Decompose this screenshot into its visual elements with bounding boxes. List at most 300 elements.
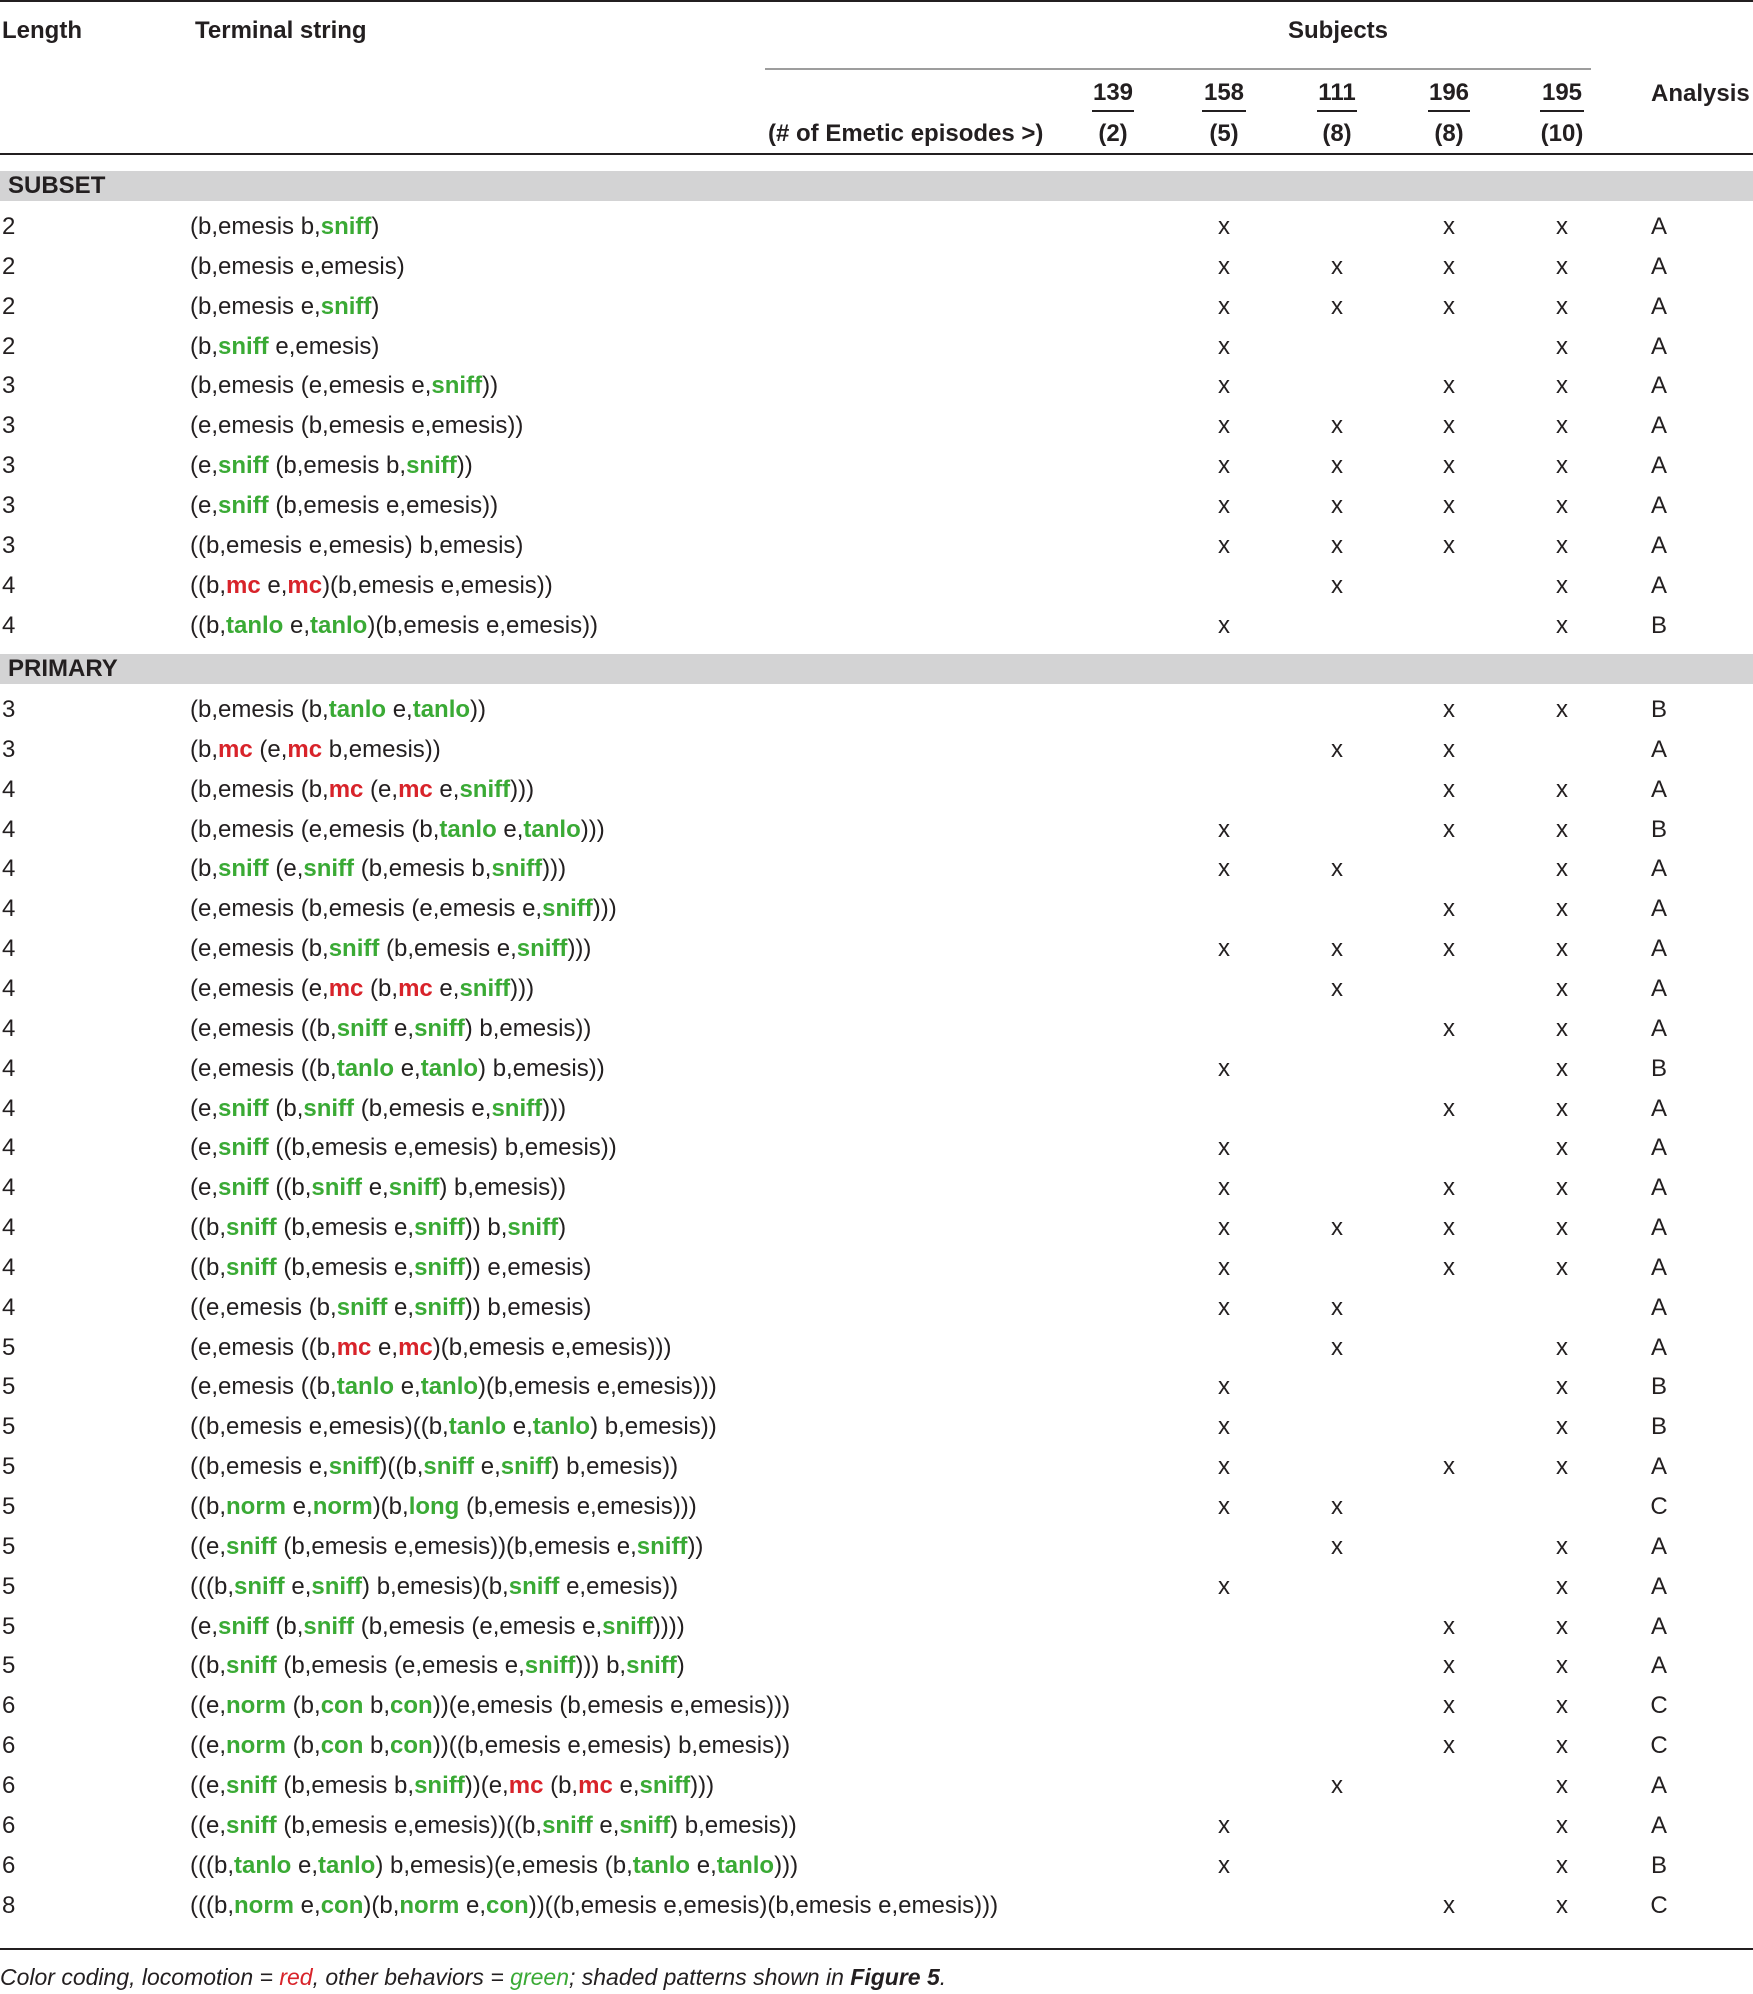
behavior-token: sniff: [234, 1572, 285, 1600]
analysis-cell: A: [1650, 855, 1668, 883]
length-cell: 3: [2, 372, 16, 400]
terminal-string-cell: [190, 366, 498, 406]
subject-mark-196: x: [1443, 213, 1455, 240]
subject-mark-195: x: [1556, 1652, 1568, 1680]
subject-mark-195: x: [1556, 974, 1568, 1002]
analysis-cell: A: [1650, 213, 1668, 240]
section-title: SUBSET: [8, 172, 106, 199]
length-cell: 2: [2, 252, 16, 280]
terminal-string-cell: [190, 690, 486, 730]
top-rule: [0, 0, 1753, 2]
terminal-text: ((b,: [190, 1214, 226, 1242]
length-cell: 5: [2, 1532, 16, 1560]
terminal-string-cell: [190, 1806, 797, 1846]
subject-mark-158: x: [1218, 1134, 1230, 1162]
analysis-cell: B: [1650, 1373, 1668, 1401]
terminal-text: )): [687, 1532, 704, 1560]
terminal-text: e,: [284, 1572, 312, 1600]
terminal-text: e,: [459, 1891, 487, 1919]
terminal-text: (e,: [252, 735, 288, 763]
terminal-text: ((b,: [190, 571, 226, 599]
subject-mark-195: x: [1556, 412, 1568, 440]
section-header-subset: [0, 171, 1753, 201]
behavior-token: sniff: [218, 1174, 269, 1202]
behavior-token: sniff: [218, 491, 269, 519]
terminal-text: )(b,emesis e,emesis)): [367, 611, 599, 639]
behavior-token: sniff: [311, 1572, 363, 1600]
analysis-header: Analysis: [1651, 80, 1750, 107]
subject-mark-111: x: [1331, 1771, 1343, 1799]
terminal-text: (e,: [190, 491, 219, 519]
analysis-cell: A: [1650, 452, 1668, 480]
terminal-text: )): [456, 452, 473, 480]
length-cell: 3: [2, 412, 16, 440]
terminal-text: ((e,: [190, 1692, 226, 1720]
terminal-text: (e,emesis ((b,: [190, 1014, 337, 1042]
table-row: [0, 730, 1753, 770]
terminal-string-cell: [190, 810, 605, 850]
behavior-token: sniff: [218, 332, 269, 360]
footnote-text: green: [510, 1964, 569, 1990]
behavior-token: tanlo: [420, 1373, 479, 1401]
subject-id-underline: [1540, 110, 1584, 112]
behavior-token: mc: [287, 735, 323, 763]
analysis-cell: A: [1650, 491, 1668, 519]
subject-mark-195: x: [1556, 815, 1568, 843]
analysis-cell: B: [1650, 1413, 1668, 1441]
subject-mark-196: x: [1443, 815, 1455, 843]
subject-mark-111: x: [1331, 935, 1343, 963]
behavior-token: sniff: [459, 775, 511, 803]
terminal-text: ))): [592, 895, 617, 923]
table-row: [0, 929, 1753, 969]
table-row: [0, 606, 1753, 646]
table-row: [0, 1886, 1753, 1926]
subject-mark-195: x: [1556, 1054, 1568, 1082]
behavior-token: mc: [578, 1771, 613, 1799]
behavior-token: sniff: [311, 1174, 363, 1202]
table-row: [0, 1248, 1753, 1288]
terminal-text: )(b,emesis e,emesis)): [322, 571, 553, 599]
behavior-token: sniff: [414, 1214, 465, 1242]
terminal-text: b,: [363, 1692, 391, 1720]
terminal-text: (b,: [190, 332, 219, 360]
terminal-text: (e,: [190, 1174, 219, 1202]
table-row: [0, 1168, 1753, 1208]
table-row: [0, 247, 1753, 287]
terminal-text: ((b,: [190, 611, 226, 639]
subject-mark-196: x: [1443, 1612, 1455, 1640]
terminal-text: (b,: [190, 855, 219, 883]
episode-count: (8): [1434, 120, 1464, 147]
terminal-text: ) b,emesis)): [439, 1174, 567, 1202]
subject-mark-158: x: [1218, 412, 1230, 440]
footnote-text: Color coding, locomotion =: [0, 1964, 280, 1990]
behavior-token: sniff: [524, 1652, 576, 1680]
subject-mark-196: x: [1443, 292, 1455, 320]
terminal-string-cell: [190, 1049, 605, 1089]
behavior-token: sniff: [303, 1612, 355, 1640]
behavior-token: tanlo: [318, 1851, 376, 1879]
analysis-cell: B: [1650, 696, 1668, 723]
terminal-text: (b,emesis (e,emesis e,: [190, 372, 432, 400]
terminal-text: (b,emesis (b,: [190, 696, 329, 723]
table-row: [0, 1407, 1753, 1447]
table-row: [0, 526, 1753, 566]
analysis-cell: C: [1650, 1692, 1668, 1720]
table-row: [0, 366, 1753, 406]
terminal-string-cell: [190, 1607, 685, 1647]
length-cell: 4: [2, 611, 16, 639]
terminal-text: )(b,emesis e,emesis))): [478, 1373, 717, 1401]
subject-mark-158: x: [1218, 372, 1230, 400]
analysis-cell: A: [1650, 1214, 1668, 1242]
analysis-cell: A: [1650, 1453, 1668, 1481]
subject-mark-158: x: [1218, 1253, 1230, 1281]
header-bottom-rule: [0, 153, 1753, 155]
behavior-token: sniff: [542, 1811, 593, 1839]
terminal-text: ))): [774, 1851, 799, 1879]
terminal-text: ((b,: [190, 1253, 226, 1281]
terminal-text: )) b,: [464, 1214, 508, 1242]
terminal-text: e,: [362, 1174, 389, 1202]
subject-mark-111: x: [1331, 452, 1343, 480]
subject-mark-195: x: [1556, 1373, 1568, 1401]
table-row: [0, 969, 1753, 1009]
length-cell: 5: [2, 1333, 16, 1361]
table-row: [0, 1607, 1753, 1647]
terminal-text: ((b,emesis e,: [190, 1453, 329, 1481]
subject-mark-195: x: [1556, 1811, 1568, 1839]
subject-mark-195: x: [1556, 292, 1568, 320]
terminal-string-cell: [190, 1686, 790, 1726]
terminal-text: ((b,: [268, 1174, 312, 1202]
footnote-text: , other behaviors =: [312, 1964, 511, 1990]
subject-mark-158: x: [1218, 1572, 1230, 1600]
terminal-string-cell: [190, 1487, 697, 1527]
subject-mark-195: x: [1556, 1453, 1568, 1481]
behavior-token: tanlo: [234, 1851, 292, 1879]
terminal-text: ) b,emesis)): [590, 1413, 717, 1441]
behavior-token: tanlo: [439, 815, 497, 843]
terminal-text: e,: [496, 815, 524, 843]
terminal-text: )))): [652, 1612, 685, 1640]
footnote-text: ; shaded patterns shown in: [568, 1964, 851, 1990]
terminal-string-cell: [190, 1328, 671, 1368]
subject-mark-111: x: [1331, 571, 1343, 599]
subject-mark-195: x: [1556, 775, 1568, 803]
terminal-string-cell: [190, 406, 523, 446]
behavior-token: mc: [508, 1771, 544, 1799]
length-cell: 4: [2, 1293, 16, 1321]
behavior-token: tanlo: [448, 1413, 507, 1441]
subject-mark-158: x: [1218, 1453, 1230, 1481]
analysis-cell: A: [1650, 292, 1668, 320]
length-cell: 2: [2, 332, 16, 360]
behavior-token: sniff: [218, 1612, 269, 1640]
terminal-text: ))): [690, 1771, 715, 1799]
subject-mark-196: x: [1443, 735, 1455, 763]
table-row: [0, 1646, 1753, 1686]
table-row: [0, 1527, 1753, 1567]
terminal-string-cell: [190, 1886, 998, 1926]
subject-mark-195: x: [1556, 1851, 1568, 1879]
length-cell: 8: [2, 1891, 16, 1919]
analysis-cell: B: [1650, 815, 1668, 843]
behavior-token: tanlo: [336, 1373, 395, 1401]
length-cell: 4: [2, 855, 16, 883]
terminal-text: ): [371, 292, 380, 320]
behavior-token: sniff: [336, 1293, 388, 1321]
analysis-cell: A: [1650, 332, 1668, 360]
subject-mark-158: x: [1218, 252, 1230, 280]
subject-id-underline: [1202, 110, 1246, 112]
terminal-text: (b,: [363, 974, 399, 1002]
terminal-text: b,: [363, 1732, 391, 1760]
length-cell: 5: [2, 1453, 16, 1481]
terminal-text: ))) b,: [575, 1652, 627, 1680]
behavior-token: sniff: [639, 1771, 691, 1799]
terminal-text: e,: [432, 775, 460, 803]
behavior-token: sniff: [406, 452, 457, 480]
terminal-text: (b,emesis (b,: [190, 775, 329, 803]
subject-mark-196: x: [1443, 491, 1455, 519]
terminal-text: ((b,: [190, 1652, 226, 1680]
analysis-cell: A: [1650, 1253, 1668, 1281]
terminal-text: ) b,emesis)(e,emesis (b,: [375, 1851, 633, 1879]
behavior-token: mc: [328, 775, 364, 803]
subject-mark-195: x: [1556, 1094, 1568, 1122]
terminal-text: (e,emesis (b,: [190, 935, 329, 963]
subject-mark-111: x: [1331, 1214, 1343, 1242]
subject-id-158: 158: [1203, 79, 1245, 106]
terminal-string-cell: [190, 446, 473, 486]
figure-reference: Figure 5: [850, 1964, 940, 1990]
subject-mark-196: x: [1443, 775, 1455, 803]
behavior-token: sniff: [626, 1652, 677, 1680]
terminal-string-cell: [190, 1168, 566, 1208]
length-cell: 5: [2, 1572, 16, 1600]
terminal-text: (b,emesis b,: [268, 452, 407, 480]
behavior-token: sniff: [226, 1532, 277, 1560]
terminal-text: (b,emesis e,: [379, 935, 517, 963]
table-row: [0, 849, 1753, 889]
terminal-text: (e,: [190, 1094, 219, 1122]
behavior-token: tanlo: [226, 611, 284, 639]
terminal-text: ))((b,emesis e,emesis) b,emesis)): [432, 1732, 791, 1760]
behavior-token: sniff: [414, 1771, 465, 1799]
table-row: [0, 566, 1753, 606]
subject-mark-158: x: [1218, 1811, 1230, 1839]
terminal-string-cell: [190, 207, 379, 247]
terminal-text: (b,: [286, 1732, 321, 1760]
subject-mark-111: x: [1331, 252, 1343, 280]
behavior-token: sniff: [303, 1094, 355, 1122]
terminal-text: ))(e,emesis (b,emesis e,emesis))): [432, 1692, 791, 1720]
subject-mark-158: x: [1218, 332, 1230, 360]
subject-id-underline: [1317, 110, 1357, 112]
terminal-text: (b,emesis b,: [354, 855, 492, 883]
terminal-text: (b,: [543, 1771, 579, 1799]
terminal-text: e,: [286, 1493, 313, 1520]
behavior-token: sniff: [226, 1811, 277, 1839]
terminal-text: e,: [394, 1373, 421, 1401]
subject-mark-196: x: [1443, 696, 1455, 723]
length-cell: 5: [2, 1413, 16, 1441]
terminal-string-cell: [190, 969, 534, 1009]
terminal-string-cell: [190, 566, 553, 606]
subject-mark-195: x: [1556, 452, 1568, 480]
terminal-text: (e,: [268, 855, 304, 883]
terminal-text: (e,emesis (b,emesis e,emesis)): [190, 412, 524, 440]
analysis-cell: A: [1650, 735, 1668, 763]
behavior-token: norm: [226, 1732, 286, 1760]
subject-mark-158: x: [1218, 1174, 1230, 1202]
behavior-token: sniff: [500, 1453, 552, 1481]
length-cell: 6: [2, 1851, 16, 1879]
terminal-string-cell: [190, 1846, 798, 1886]
analysis-cell: C: [1650, 1891, 1668, 1919]
subject-mark-195: x: [1556, 252, 1568, 280]
behavior-token: sniff: [508, 1572, 560, 1600]
episode-count: (5): [1209, 120, 1239, 147]
behavior-token: con: [390, 1692, 433, 1720]
behavior-token: mc: [328, 974, 364, 1002]
subject-mark-158: x: [1218, 292, 1230, 320]
analysis-cell: A: [1650, 1771, 1668, 1799]
terminal-text: e,: [371, 1333, 399, 1361]
terminal-string-cell: [190, 486, 498, 526]
length-cell: 4: [2, 974, 16, 1002]
terminal-string-cell: [190, 1567, 678, 1607]
terminal-text: (e,emesis ((b,: [190, 1373, 337, 1401]
behavior-token: sniff: [218, 1094, 269, 1122]
table-row: [0, 1367, 1753, 1407]
subject-mark-195: x: [1556, 1891, 1568, 1919]
length-cell: 3: [2, 735, 16, 763]
subjects-span-rule: [765, 68, 1591, 70]
terminal-text: ((b,emesis e,emesis) b,emesis): [190, 531, 524, 559]
analysis-cell: A: [1650, 1293, 1668, 1321]
terminal-text: (b,emesis (e,emesis e,: [276, 1652, 525, 1680]
analysis-cell: A: [1650, 412, 1668, 440]
behavior-token: tanlo: [412, 696, 471, 723]
subject-mark-158: x: [1218, 1214, 1230, 1242]
subject-mark-195: x: [1556, 855, 1568, 883]
behavior-token: norm: [399, 1891, 460, 1919]
behavior-token: tanlo: [310, 611, 368, 639]
footnote-text: .: [939, 1964, 947, 1990]
behavior-token: norm: [226, 1692, 286, 1720]
behavior-token: sniff: [328, 1453, 380, 1481]
section-header-primary: [0, 654, 1753, 684]
length-cell: 4: [2, 935, 16, 963]
table-row: [0, 1288, 1753, 1328]
episode-count: (8): [1322, 120, 1352, 147]
terminal-text: e,: [432, 974, 460, 1002]
analysis-cell: C: [1650, 1493, 1668, 1520]
terminal-text: (e,: [190, 1134, 219, 1162]
analysis-cell: A: [1650, 1652, 1668, 1680]
subject-mark-111: x: [1331, 855, 1343, 883]
behavior-token: sniff: [491, 1094, 543, 1122]
behavior-token: sniff: [218, 1134, 269, 1162]
subject-mark-195: x: [1556, 1253, 1568, 1281]
analysis-cell: A: [1650, 1333, 1668, 1361]
behavior-token: mc: [398, 1333, 433, 1361]
length-cell: 2: [2, 292, 16, 320]
subject-mark-196: x: [1443, 1253, 1455, 1281]
length-cell: 4: [2, 895, 16, 923]
table-row: [0, 486, 1753, 526]
terminal-text: (e,: [190, 1612, 219, 1640]
analysis-cell: A: [1650, 775, 1668, 803]
terminal-text: ) b,emesis)): [478, 1054, 605, 1082]
behavior-token: con: [320, 1732, 364, 1760]
length-cell: 5: [2, 1493, 16, 1520]
section-title: PRIMARY: [8, 655, 118, 682]
terminal-string-cell: [190, 730, 441, 770]
episodes-label: (# of Emetic episodes >): [768, 120, 1044, 147]
behavior-token: con: [390, 1732, 433, 1760]
table-row: [0, 1846, 1753, 1886]
table-row: [0, 810, 1753, 850]
behavior-token: sniff: [459, 974, 511, 1002]
terminal-string-cell: [190, 606, 598, 646]
terminal-text: (((b,: [190, 1851, 234, 1879]
subject-mark-158: x: [1218, 452, 1230, 480]
length-cell: 4: [2, 1094, 16, 1122]
analysis-cell: A: [1650, 372, 1668, 400]
analysis-cell: B: [1650, 1054, 1668, 1082]
table-row: [0, 406, 1753, 446]
table-row: [0, 287, 1753, 327]
table-row: [0, 889, 1753, 929]
behavior-token: con: [320, 1891, 364, 1919]
terminal-text: ((b,emesis e,emesis) b,emesis)): [268, 1134, 617, 1162]
terminal-string-header: Terminal string: [195, 17, 367, 44]
table-row: [0, 1128, 1753, 1168]
behavior-token: sniff: [218, 855, 269, 883]
terminal-text: )): [482, 372, 499, 400]
subject-mark-195: x: [1556, 1174, 1568, 1202]
subject-mark-196: x: [1443, 935, 1455, 963]
subject-id-195: 195: [1541, 79, 1583, 106]
subject-mark-196: x: [1443, 372, 1455, 400]
analysis-cell: B: [1650, 1851, 1668, 1879]
terminal-string-cell: [190, 247, 405, 287]
behavior-token: tanlo: [523, 815, 581, 843]
analysis-cell: B: [1650, 611, 1668, 639]
table-row: [0, 1009, 1753, 1049]
length-cell: 4: [2, 775, 16, 803]
subject-mark-158: x: [1218, 855, 1230, 883]
behavior-token: sniff: [320, 213, 372, 240]
table-row: [0, 1806, 1753, 1846]
subject-mark-158: x: [1218, 935, 1230, 963]
terminal-string-cell: [190, 770, 534, 810]
table-row: [0, 327, 1753, 367]
subject-mark-195: x: [1556, 1333, 1568, 1361]
terminal-text: ) b,emesis)): [670, 1811, 797, 1839]
subject-mark-196: x: [1443, 1891, 1455, 1919]
terminal-text: e,: [291, 1851, 319, 1879]
subject-id-196: 196: [1428, 79, 1470, 106]
subject-mark-158: x: [1218, 815, 1230, 843]
terminal-text: ((e,: [190, 1811, 226, 1839]
table-row: [0, 1686, 1753, 1726]
length-cell: 4: [2, 571, 16, 599]
